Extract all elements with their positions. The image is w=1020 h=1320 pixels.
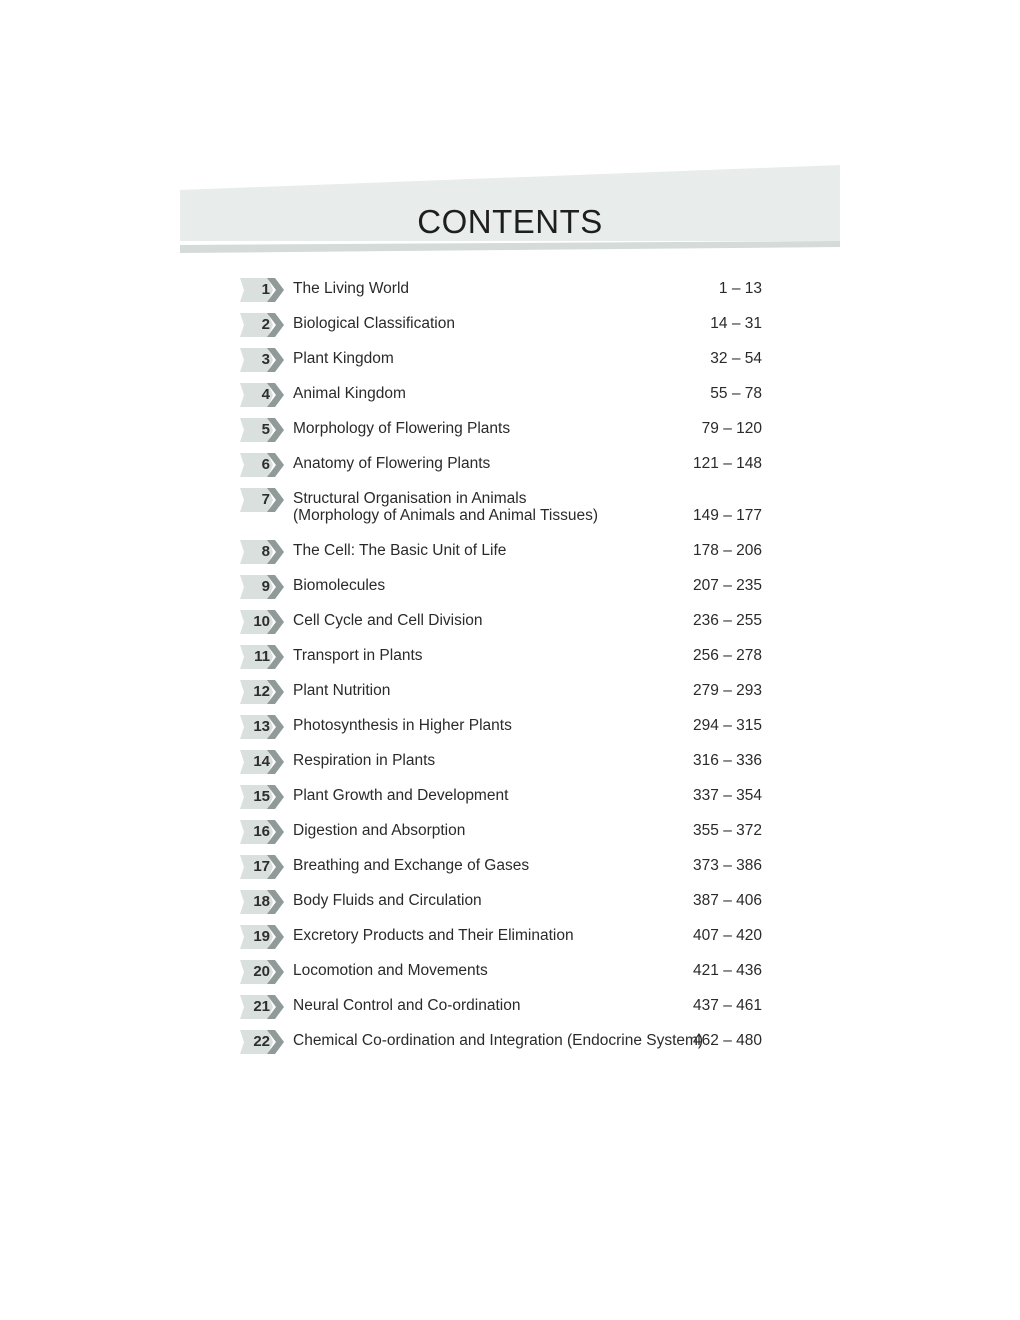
chapter-number: 4 xyxy=(261,386,270,403)
page-title: CONTENTS xyxy=(417,203,603,240)
toc-entry[interactable] xyxy=(240,923,762,958)
chapter-title-text: Transport in Plants xyxy=(293,647,423,664)
chapter-title xyxy=(293,857,529,874)
chapter-number-badge xyxy=(240,960,286,984)
chapter-page-range: 236 – 255 xyxy=(693,612,762,629)
table-of-contents xyxy=(240,276,762,1063)
chapter-number: 22 xyxy=(253,1033,270,1050)
chapter-number-badge xyxy=(240,278,286,302)
chapter-title-text: Morphology of Flowering Plants xyxy=(293,420,511,437)
chapter-page-range: 79 – 120 xyxy=(701,420,762,437)
chapter-number: 12 xyxy=(253,683,270,700)
toc-entry[interactable] xyxy=(240,608,762,643)
chapter-number: 20 xyxy=(253,963,270,980)
contents-header-band xyxy=(180,165,840,255)
chapter-title-text: Biological Classification xyxy=(293,315,455,332)
chapter-title xyxy=(293,455,490,472)
chapter-number: 3 xyxy=(261,351,270,368)
chapter-title-text: Excretory Products and Their Elimination xyxy=(293,927,574,944)
chapter-number-badge xyxy=(240,540,286,564)
toc-entry[interactable] xyxy=(240,311,762,346)
toc-entry[interactable] xyxy=(240,853,762,888)
toc-entry[interactable] xyxy=(240,783,762,818)
chapter-number-badge xyxy=(240,855,286,879)
chapter-number-badge xyxy=(240,750,286,774)
chapter-number: 10 xyxy=(253,613,270,630)
chapter-title-text: Photosynthesis in Higher Plants xyxy=(293,717,512,734)
chapter-page-range: 407 – 420 xyxy=(693,927,762,944)
chapter-number-badge xyxy=(240,313,286,337)
chapter-page-range: 355 – 372 xyxy=(693,822,762,839)
chapter-number: 18 xyxy=(253,893,270,910)
chapter-number: 1 xyxy=(261,281,270,298)
chapter-title-text: The Living World xyxy=(293,280,410,297)
chapter-title xyxy=(293,542,506,559)
chapter-page-range: 121 – 148 xyxy=(693,455,762,472)
chapter-title xyxy=(293,787,508,804)
toc-entry[interactable] xyxy=(240,748,762,783)
toc-entry[interactable] xyxy=(240,346,762,381)
chapter-title-text: Breathing and Exchange of Gases xyxy=(293,857,530,874)
chapter-number-badge xyxy=(240,1030,286,1054)
chapter-page-range: 279 – 293 xyxy=(693,682,762,699)
chapter-page-range: 316 – 336 xyxy=(693,752,762,769)
toc-entry[interactable] xyxy=(240,538,762,573)
chapter-title-text: Animal Kingdom xyxy=(293,385,406,402)
toc-entry[interactable] xyxy=(240,818,762,853)
toc-entry[interactable] xyxy=(240,573,762,608)
chapter-title-text: Body Fluids and Circulation xyxy=(293,892,482,909)
chapter-page-range: 207 – 235 xyxy=(693,577,762,594)
chapter-number: 5 xyxy=(261,421,270,438)
chapter-number-badge xyxy=(240,348,286,372)
chapter-title-text: Respiration in Plants xyxy=(293,752,436,769)
chapter-number: 2 xyxy=(261,316,270,333)
chapter-page-range: 149 – 177 xyxy=(693,507,762,524)
chapter-page-range: 294 – 315 xyxy=(693,717,762,734)
chapter-page-range: 437 – 461 xyxy=(693,997,762,1014)
chapter-title-text: Neural Control and Co-ordination xyxy=(293,997,521,1014)
chapter-page-range: 387 – 406 xyxy=(693,892,762,909)
toc-entry[interactable] xyxy=(240,381,762,416)
chapter-title-text: Cell Cycle and Cell Division xyxy=(293,612,483,629)
chapter-title-text: Plant Kingdom xyxy=(293,350,394,367)
chapter-number-badge xyxy=(240,925,286,949)
toc-entry[interactable] xyxy=(240,993,762,1028)
chapter-page-range: 337 – 354 xyxy=(693,787,762,804)
chapter-number-badge xyxy=(240,610,286,634)
chapter-title-text: Plant Growth and Development xyxy=(293,787,509,804)
chapter-title xyxy=(293,385,406,402)
chapter-title xyxy=(293,315,455,332)
chapter-number: 19 xyxy=(253,928,270,945)
chapter-number: 16 xyxy=(253,823,270,840)
chapter-title xyxy=(293,822,465,839)
chapter-page-range: 421 – 436 xyxy=(693,962,762,979)
chapter-number: 15 xyxy=(253,788,270,805)
chapter-title xyxy=(293,612,483,629)
chapter-title-text: Structural Organisation in Animals xyxy=(293,490,527,507)
chapter-title xyxy=(293,420,510,437)
chapter-page-range: 178 – 206 xyxy=(693,542,762,559)
chapter-number: 6 xyxy=(261,456,270,473)
chapter-title xyxy=(293,997,520,1014)
chapter-number-badge xyxy=(240,715,286,739)
toc-entry[interactable] xyxy=(240,1028,762,1063)
chapter-title-text: Chemical Co-ordination and Integration (Endocrine System) xyxy=(293,1032,704,1049)
chapter-number-badge xyxy=(240,575,286,599)
chapter-number: 13 xyxy=(253,718,270,735)
chapter-number-badge xyxy=(240,418,286,442)
chapter-title-text: Plant Nutrition xyxy=(293,682,391,699)
chapter-page-range: 55 – 78 xyxy=(710,385,762,402)
toc-entry[interactable] xyxy=(240,888,762,923)
toc-entry[interactable] xyxy=(240,643,762,678)
chapter-number-badge xyxy=(240,383,286,407)
chapter-title xyxy=(293,577,385,594)
chapter-number-badge xyxy=(240,995,286,1019)
chapter-page-range: 373 – 386 xyxy=(693,857,762,874)
toc-entry[interactable] xyxy=(240,678,762,713)
chapter-number-badge xyxy=(240,488,286,512)
chapter-title-text: Locomotion and Movements xyxy=(293,962,488,979)
chapter-number: 17 xyxy=(253,858,270,875)
chapter-page-range: 32 – 54 xyxy=(710,350,762,367)
chapter-title-text: The Cell: The Basic Unit of Life xyxy=(293,542,507,559)
chapter-title xyxy=(293,682,390,699)
chapter-number-badge xyxy=(240,680,286,704)
chapter-title xyxy=(293,962,488,979)
toc-entry[interactable] xyxy=(240,958,762,993)
toc-entry[interactable] xyxy=(240,276,762,311)
chapter-title xyxy=(293,1032,703,1049)
chapter-number: 7 xyxy=(261,491,270,508)
chapter-title xyxy=(293,717,512,734)
chapter-title-text: Digestion and Absorption xyxy=(293,822,466,839)
chapter-number: 11 xyxy=(254,648,270,665)
chapter-title xyxy=(293,350,394,367)
chapter-number-badge xyxy=(240,890,286,914)
chapter-number-badge xyxy=(240,785,286,809)
chapter-title xyxy=(293,647,423,664)
chapter-title-text: Biomolecules xyxy=(293,577,386,594)
chapter-number-badge xyxy=(240,645,286,669)
chapter-subtitle-text: (Morphology of Animals and Animal Tissues) xyxy=(293,507,598,524)
chapter-number: 9 xyxy=(261,578,270,595)
chapter-page-range: 462 – 480 xyxy=(693,1032,762,1049)
toc-entry[interactable] xyxy=(240,486,762,538)
chapter-title xyxy=(293,927,574,944)
chapter-number: 14 xyxy=(253,753,270,770)
chapter-title xyxy=(293,892,482,909)
chapter-page-range: 14 – 31 xyxy=(710,315,762,332)
chapter-title xyxy=(293,752,435,769)
toc-entry[interactable] xyxy=(240,451,762,486)
chapter-page-range: 256 – 278 xyxy=(693,647,762,664)
chapter-number-badge xyxy=(240,820,286,844)
chapter-number: 8 xyxy=(261,543,270,560)
toc-entry[interactable] xyxy=(240,416,762,451)
chapter-number: 21 xyxy=(253,998,270,1015)
chapter-page-range: 1 – 13 xyxy=(718,280,762,297)
chapter-number-badge xyxy=(240,453,286,477)
chapter-title-text: Anatomy of Flowering Plants xyxy=(293,455,491,472)
toc-entry[interactable] xyxy=(240,713,762,748)
chapter-title xyxy=(293,490,598,524)
chapter-title xyxy=(293,280,409,297)
